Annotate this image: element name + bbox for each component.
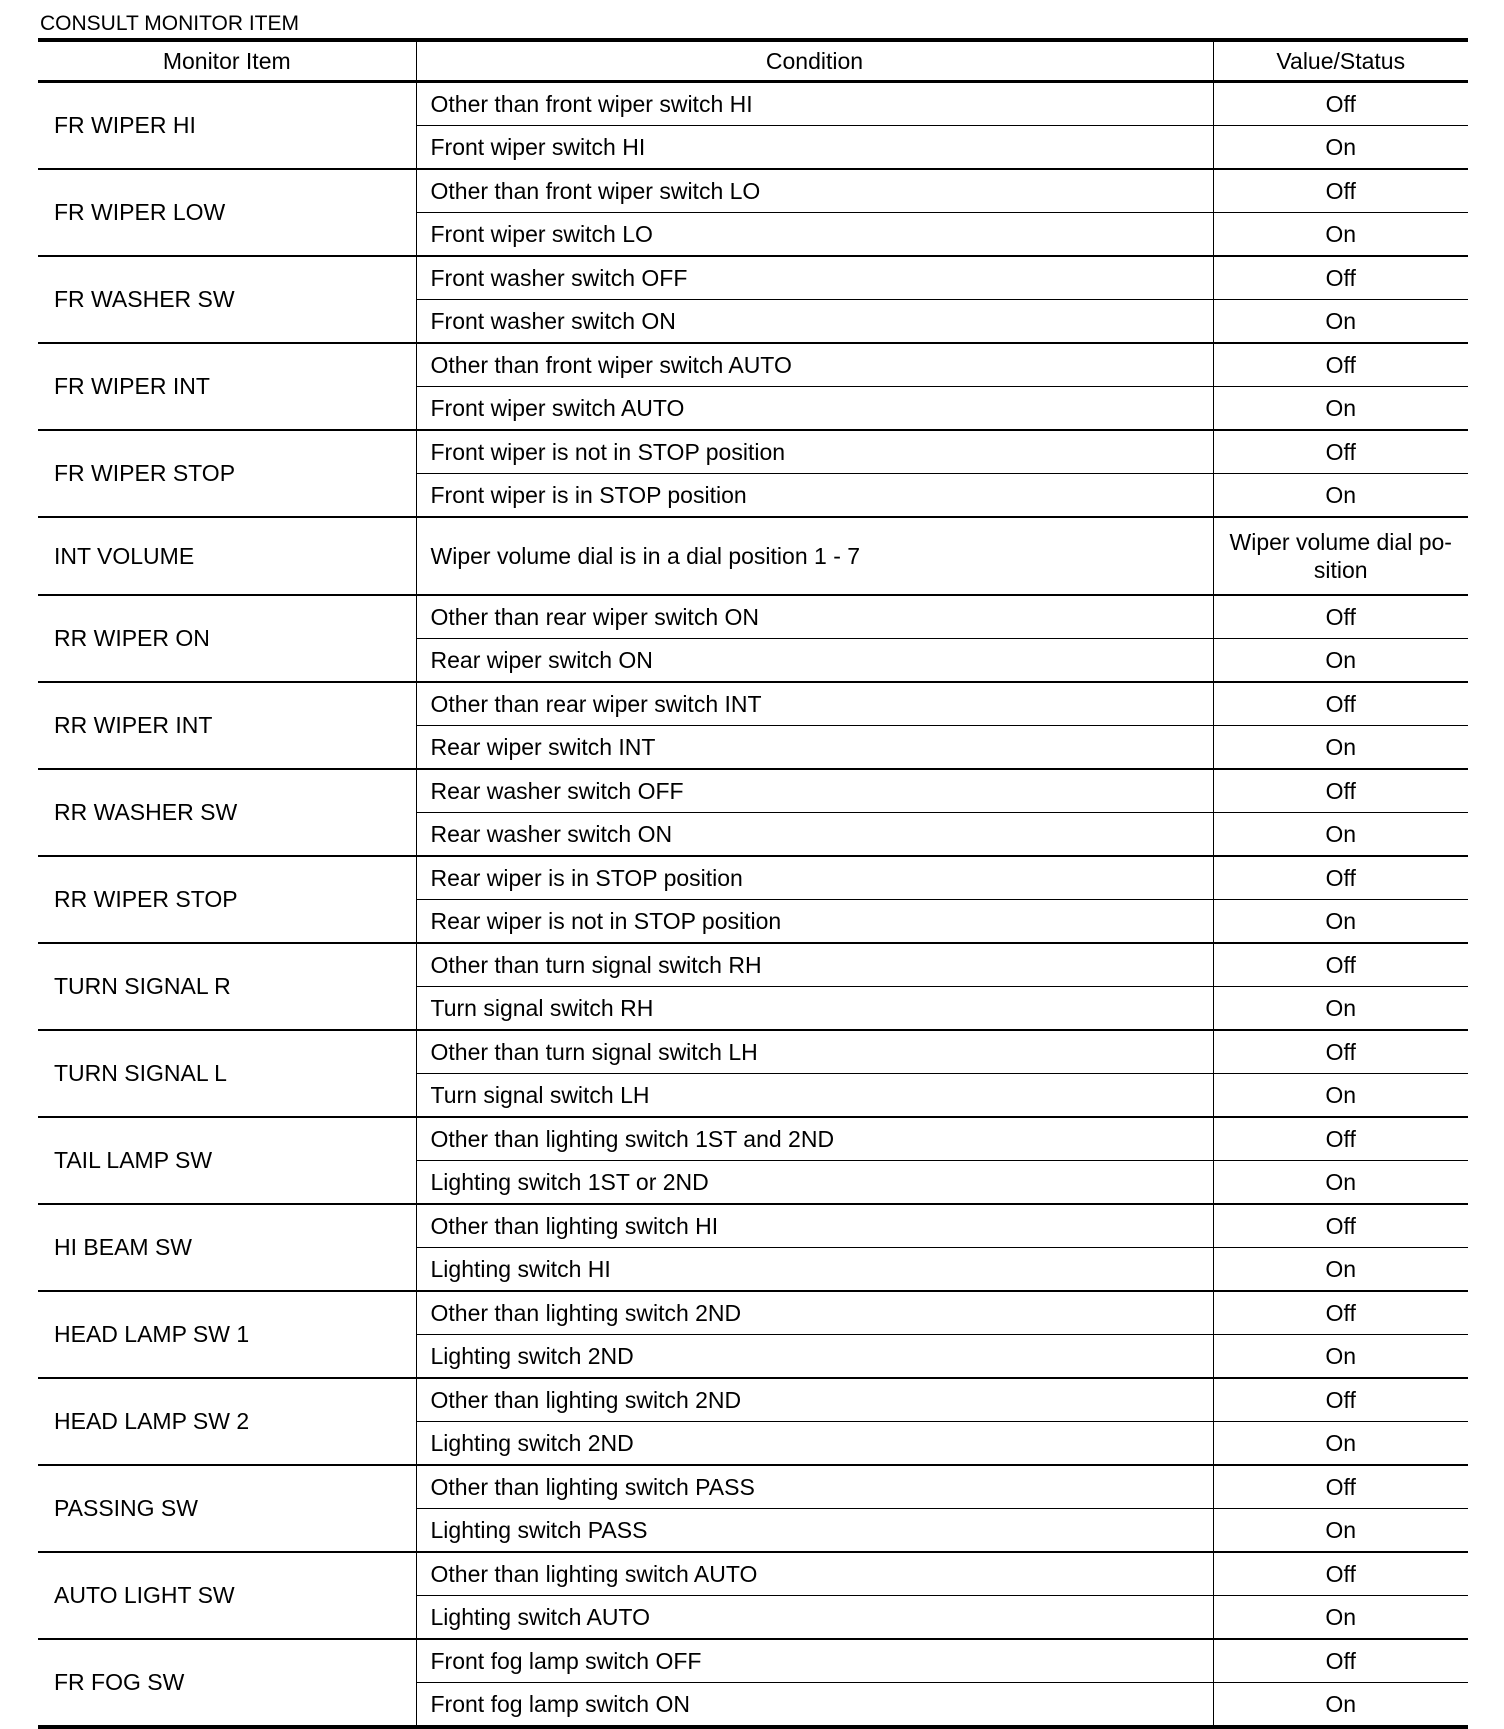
value-status-cell: On [1213,474,1468,518]
value-status-cell: On [1213,900,1468,944]
monitor-item-cell: FR WIPER LOW [38,169,416,256]
value-status-cell: On [1213,1335,1468,1379]
monitor-item-cell: RR WIPER STOP [38,856,416,943]
condition-cell: Lighting switch 2ND [416,1335,1213,1379]
value-status-cell: Off [1213,169,1468,213]
condition-cell: Other than front wiper switch HI [416,82,1213,126]
monitor-item-cell: TAIL LAMP SW [38,1117,416,1204]
table-row [38,1030,1468,1074]
condition-cell: Rear wiper is in STOP position [416,856,1213,900]
value-status-cell: On [1213,1161,1468,1205]
table-row [38,1378,1468,1422]
table-row [38,1204,1468,1248]
monitor-item-cell: FR WASHER SW [38,256,416,343]
condition-cell: Rear wiper switch INT [416,726,1213,770]
monitor-item-cell: TURN SIGNAL R [38,943,416,1030]
condition-cell: Front wiper is in STOP position [416,474,1213,518]
monitor-item-cell: HEAD LAMP SW 1 [38,1291,416,1378]
table-row [38,1465,1468,1509]
table-row [38,82,1468,126]
value-status-cell: On [1213,300,1468,344]
table-body [38,82,1468,1728]
condition-cell: Other than lighting switch 2ND [416,1378,1213,1422]
condition-cell: Other than lighting switch AUTO [416,1552,1213,1596]
value-status-cell: Wiper volume dial po- sition [1213,517,1468,595]
value-status-cell: Off [1213,1465,1468,1509]
value-status-cell: On [1213,1074,1468,1118]
value-status-cell: On [1213,1248,1468,1292]
condition-cell: Other than lighting switch PASS [416,1465,1213,1509]
value-status-cell: Off [1213,343,1468,387]
condition-cell: Other than front wiper switch LO [416,169,1213,213]
table-row [38,769,1468,813]
monitor-item-cell: RR WIPER INT [38,682,416,769]
value-status-cell: Off [1213,1639,1468,1683]
header-value-status: Value/Status [1213,40,1468,82]
condition-cell: Rear washer switch ON [416,813,1213,857]
value-status-cell: On [1213,1509,1468,1553]
value-status-cell: On [1213,387,1468,431]
table-row [38,1552,1468,1596]
monitor-item-cell: HI BEAM SW [38,1204,416,1291]
condition-cell: Front fog lamp switch ON [416,1683,1213,1728]
value-status-cell: Off [1213,856,1468,900]
value-status-cell: Off [1213,1552,1468,1596]
monitor-item-cell: FR WIPER STOP [38,430,416,517]
value-status-cell: On [1213,213,1468,257]
monitor-item-cell: FR WIPER INT [38,343,416,430]
table-row [38,682,1468,726]
value-status-cell: On [1213,1683,1468,1728]
condition-cell: Other than lighting switch HI [416,1204,1213,1248]
condition-cell: Other than rear wiper switch ON [416,595,1213,639]
condition-cell: Other than lighting switch 2ND [416,1291,1213,1335]
monitor-item-cell: HEAD LAMP SW 2 [38,1378,416,1465]
condition-cell: Turn signal switch RH [416,987,1213,1031]
condition-cell: Rear wiper switch ON [416,639,1213,683]
monitor-item-cell: TURN SIGNAL L [38,1030,416,1117]
table-row [38,1117,1468,1161]
table-row [38,1639,1468,1683]
value-status-cell: On [1213,126,1468,170]
value-status-cell: On [1213,726,1468,770]
condition-cell: Front washer switch OFF [416,256,1213,300]
value-status-cell: On [1213,1422,1468,1466]
value-status-cell: Off [1213,1378,1468,1422]
monitor-item-cell: RR WASHER SW [38,769,416,856]
value-status-cell: Off [1213,82,1468,126]
condition-cell: Front wiper switch LO [416,213,1213,257]
value-status-cell: Off [1213,1030,1468,1074]
table-row [38,517,1468,595]
value-status-cell: Off [1213,682,1468,726]
table-row [38,343,1468,387]
value-status-cell: Off [1213,1117,1468,1161]
condition-cell: Lighting switch 2ND [416,1422,1213,1466]
condition-cell: Front wiper switch AUTO [416,387,1213,431]
condition-cell: Other than turn signal switch RH [416,943,1213,987]
value-status-cell: Off [1213,1291,1468,1335]
value-status-cell: Off [1213,1204,1468,1248]
condition-cell: Front washer switch ON [416,300,1213,344]
monitor-item-cell: FR FOG SW [38,1639,416,1727]
monitor-item-cell: AUTO LIGHT SW [38,1552,416,1639]
value-status-cell: Off [1213,595,1468,639]
value-status-cell: On [1213,813,1468,857]
table-row [38,856,1468,900]
condition-cell: Lighting switch 1ST or 2ND [416,1161,1213,1205]
condition-cell: Wiper volume dial is in a dial position 1 - 7 [416,517,1213,595]
document-page [38,10,1468,1729]
condition-cell: Lighting switch HI [416,1248,1213,1292]
table-row [38,943,1468,987]
value-status-cell: On [1213,1596,1468,1640]
condition-cell: Front wiper is not in STOP position [416,430,1213,474]
table-caption: CONSULT MONITOR ITEM [40,12,300,35]
condition-cell: Rear wiper is not in STOP position [416,900,1213,944]
monitor-item-cell: FR WIPER HI [54,112,196,138]
value-status-cell: Off [1213,769,1468,813]
condition-cell: Front wiper switch HI [416,126,1213,170]
value-status-cell: Off [1213,943,1468,987]
value-status-cell: On [1213,987,1468,1031]
condition-cell: Lighting switch AUTO [416,1596,1213,1640]
value-status-cell: Off [1213,430,1468,474]
condition-cell: Other than rear wiper switch INT [416,682,1213,726]
table-row [38,595,1468,639]
table-row [38,1291,1468,1335]
condition-cell: Other than lighting switch 1ST and 2ND [416,1117,1213,1161]
condition-cell: Lighting switch PASS [416,1509,1213,1553]
monitor-item-cell: PASSING SW [38,1465,416,1552]
monitor-item-cell: RR WIPER ON [38,595,416,682]
condition-cell: Other than turn signal switch LH [416,1030,1213,1074]
header-condition: Condition [416,40,1213,82]
condition-cell: Front fog lamp switch OFF [416,1639,1213,1683]
condition-cell: Turn signal switch LH [416,1074,1213,1118]
value-status-cell: Off [1213,256,1468,300]
table-row [38,256,1468,300]
condition-cell: Rear washer switch OFF [416,769,1213,813]
table-row [38,430,1468,474]
header-row [38,40,1468,82]
consult-monitor-table [38,38,1468,1729]
table-row [38,169,1468,213]
header-monitor-item: Monitor Item [38,40,416,82]
monitor-item-cell: INT VOLUME [38,517,416,595]
condition-cell: Other than front wiper switch AUTO [416,343,1213,387]
value-status-cell: On [1213,639,1468,683]
